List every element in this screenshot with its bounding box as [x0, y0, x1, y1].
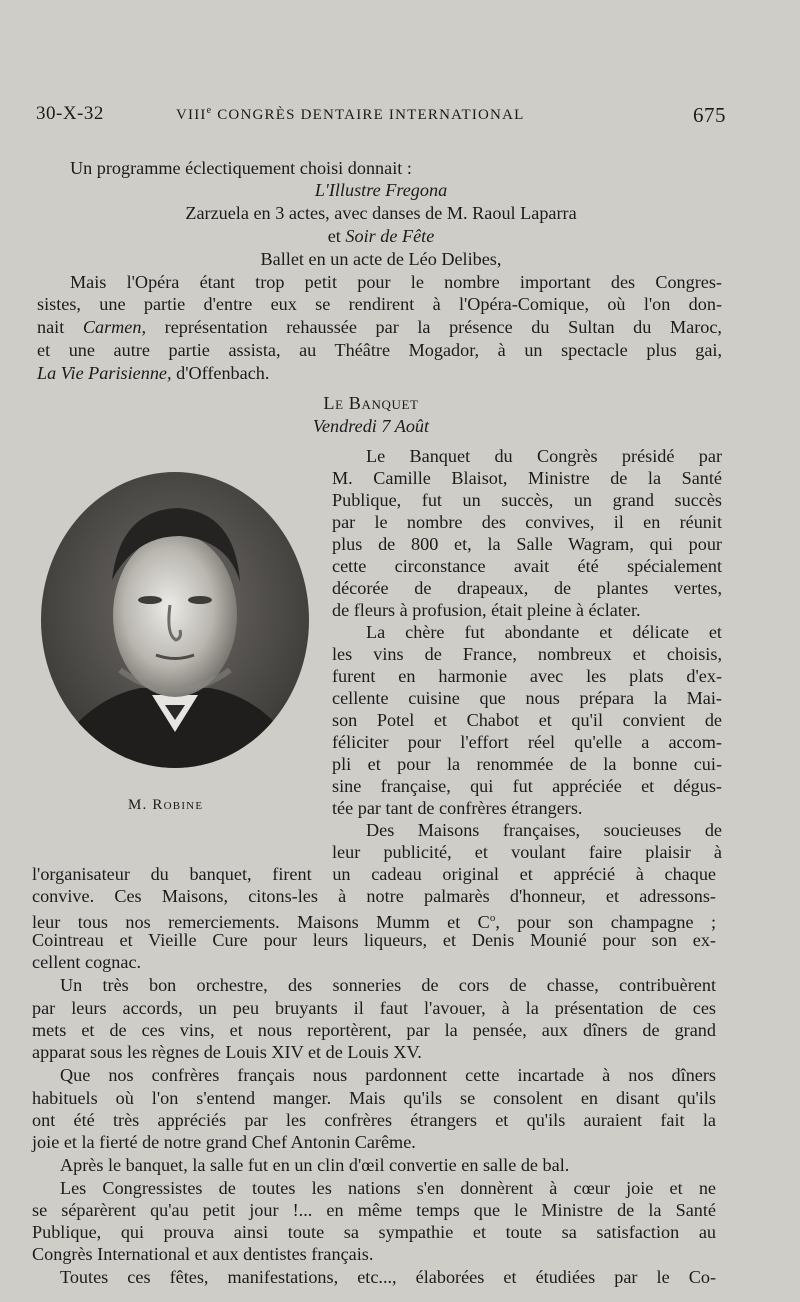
portrait-photo	[40, 470, 310, 775]
header-title: VIIIe CONGRÈS DENTAIRE INTERNATIONAL	[176, 105, 525, 123]
column-line: plus de 800 et, la Salle Wagram, qui pour	[332, 534, 722, 554]
paragraph-line: Mais l'Opéra étant trop petit pour le nombre important des Congres-	[70, 272, 722, 292]
column-line: pli et pour la renommée de la bonne cui-	[332, 754, 722, 774]
intro-line: et Soir de Fête	[327, 226, 435, 246]
paragraph-line: Que nos confrères français nous pardonnent cette incartade à nos dîners	[60, 1065, 716, 1085]
paragraph-line: Les Congressistes de toutes les nations s'en donnèrent à cœur joie et ne	[60, 1178, 716, 1198]
paragraph-line: habituels où l'on s'entend manger. Mais qu'ils se consolent en disant qu'ils	[32, 1088, 716, 1108]
column-line: les vins de France, nombreux et choisis,	[332, 644, 722, 664]
paragraph-line: Après le banquet, la salle fut en un clin d'œil convertie en salle de bal.	[60, 1155, 570, 1175]
intro-line: Zarzuela en 3 actes, avec danses de M. Raoul Laparra	[185, 203, 577, 223]
intro-line: Un programme éclectiquement choisi donnait :	[70, 158, 412, 178]
column-line: Publique, fut un succès, un grand succès	[332, 490, 722, 510]
paragraph-line: l'organisateur du banquet, firent un cadeau original et apprécié à chaque	[32, 864, 716, 884]
column-line: par le nombre des convives, il en réunit	[332, 512, 722, 532]
paragraph-line: Un très bon orchestre, des sonneries de cors de chasse, contribuèrent	[60, 975, 716, 995]
page-number: 675	[693, 103, 726, 127]
section-date: Vendredi 7 Août	[312, 416, 430, 436]
column-line: tée par tant de confrères étrangers.	[332, 798, 583, 818]
column-line: son Potel et Chabot et qu'il convient de	[332, 710, 722, 730]
paragraph-line: joie et la fierté de notre grand Chef Antonin Carême.	[32, 1132, 416, 1152]
column-line: Le Banquet du Congrès présidé par	[366, 446, 722, 466]
paragraph-line: apparat sous les règnes de Louis XIV et de Louis XV.	[32, 1042, 422, 1062]
paragraph-line: mets et de ces vins, et nous reportèrent, par la pensée, aux dîners de grand	[32, 1020, 716, 1040]
column-line: décorée de drapeaux, de plantes vertes,	[332, 578, 722, 598]
paragraph-line: cellent cognac.	[32, 952, 142, 972]
paragraph-line: Cointreau et Vieille Cure pour leurs liqueurs, et Denis Mounié pour son ex-	[32, 930, 716, 950]
paragraph-line: convive. Ces Maisons, citons-les à notre palmarès d'honneur, et adressons-	[32, 886, 716, 906]
header-date: 30-X-32	[36, 103, 104, 124]
paragraph-line: nait Carmen, représentation rehaussée par la présence du Sultan du Maroc,	[37, 317, 722, 337]
paragraph-line: se séparèrent qu'au petit jour !... en même temps que le Ministre de la Santé	[32, 1200, 716, 1220]
paragraph-line: et une autre partie assista, au Théâtre Mogador, à un spectacle plus gai,	[37, 340, 722, 360]
column-line: sine française, qui fut appréciée et dégus-	[332, 776, 722, 796]
column-line: M. Camille Blaisot, Ministre de la Santé	[332, 468, 722, 488]
column-line: cellente cuisine que nous prépara la Mai-	[332, 688, 722, 708]
paragraph-line: Publique, qui prouva ainsi toute sa sympathie et toute sa satisfaction au	[32, 1222, 716, 1242]
paragraph-line: par leurs accords, un peu bruyants il faut l'avouer, à la présentation de ces	[32, 998, 716, 1018]
paragraph-line: leur tous nos remerciements. Maisons Mumm et $C^o$, pour son champagne ;	[32, 912, 717, 933]
paragraph-line: ont été très appréciés par les confrères étrangers et qu'ils auraient fait la	[32, 1110, 716, 1130]
portrait-caption: M. Robine	[128, 797, 204, 813]
paragraph-line: sistes, une partie d'entre eux se rendirent à l'Opéra-Comique, où l'on don-	[37, 294, 722, 314]
column-line: furent en harmonie avec les plats d'ex-	[332, 666, 722, 686]
column-line: La chère fut abondante et délicate et	[366, 622, 722, 642]
column-line: féliciter pour l'effort réel qu'elle a accom-	[332, 732, 722, 752]
column-line: de fleurs à profusion, était pleine à éclater.	[332, 600, 641, 620]
opera-title: L'Illustre Fregona	[314, 180, 448, 200]
column-line: cette circonstance avait été spécialement	[332, 556, 722, 576]
section-title: Le Banquet	[323, 393, 419, 413]
paragraph-line: La Vie Parisienne, d'Offenbach.	[37, 363, 270, 383]
column-line: Des Maisons françaises, soucieuses de	[366, 820, 722, 840]
intro-line: Ballet en un acte de Léo Delibes,	[260, 249, 502, 269]
column-line: leur publicité, et voulant faire plaisir à	[332, 842, 722, 862]
paragraph-line: Congrès International et aux dentistes français.	[32, 1244, 374, 1264]
paragraph-line: Toutes ces fêtes, manifestations, etc..., élaborées et étudiées par le Co-	[60, 1267, 716, 1287]
